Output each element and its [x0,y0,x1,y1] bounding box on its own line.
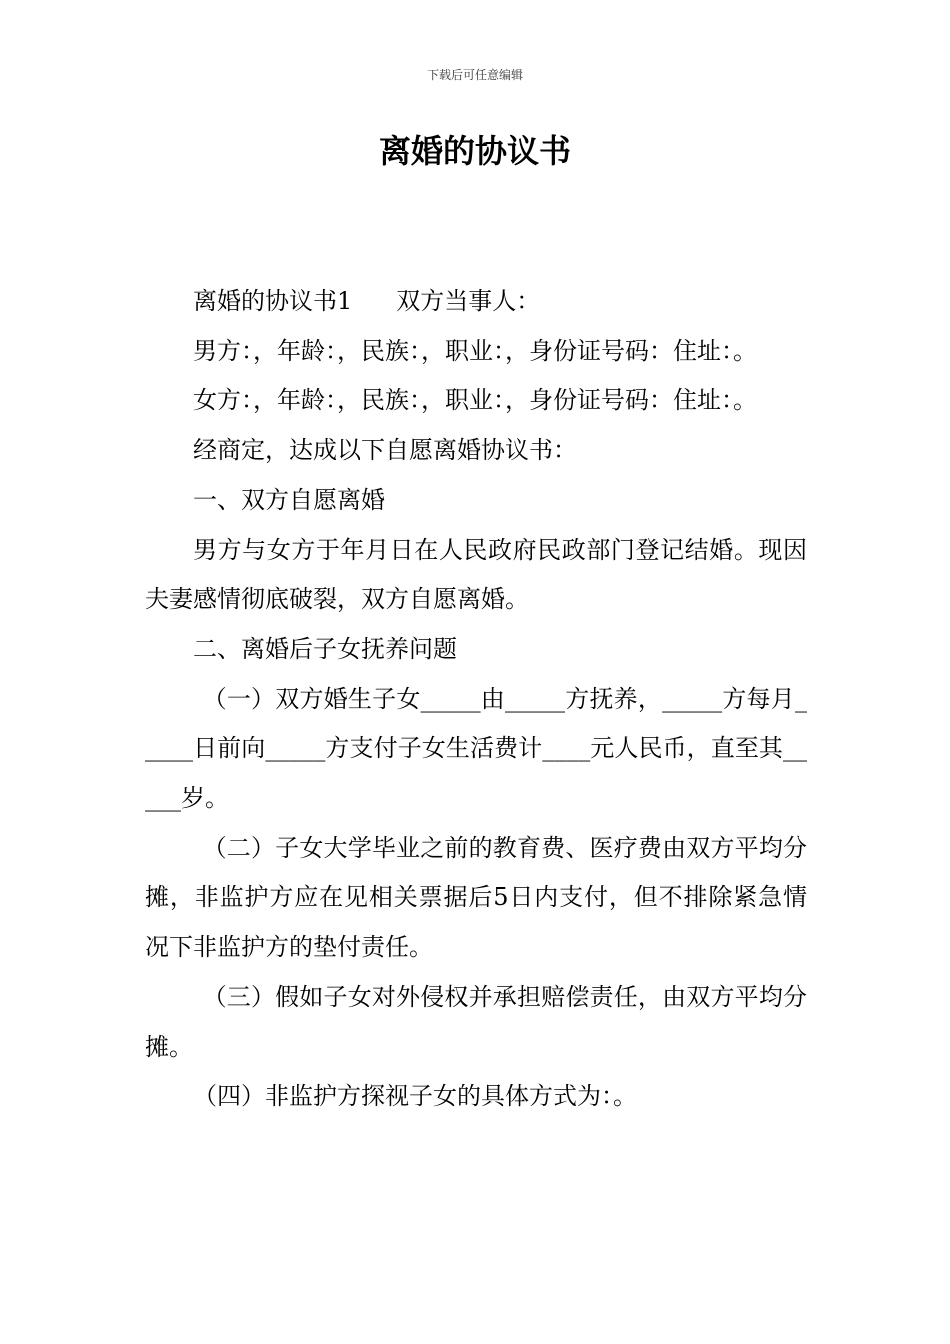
agreement-number: 离婚的协议书1 [193,287,353,315]
document-title: 离婚的协议书 [378,132,571,170]
section-heading-divorce: 一、双方自愿离婚 [193,485,385,514]
paragraph-agreement-intro: 经商定，达成以下自愿离婚协议书： [193,436,577,465]
clause-2-education-medical: （二）子女大学毕业之前的教育费、医疗费由双方平均分摊，非监护方应在见相关票据后5日内支付，但不排除紧急情况下非监护方的垫付责任。 [145,833,807,962]
clause-4-visitation: （四）非监护方探视子女的具体方式为：。 [193,1082,637,1111]
paragraph-marriage-registration: 男方与女方于年月日在人民政府民政部门登记结婚。现因夫妻感情彻底破裂，双方自愿离婚。 [145,535,807,614]
paragraph-female-party: 女方：，年龄：，民族：，职业：，身份证号码：住址：。 [193,386,757,415]
paragraph-male-party: 男方：，年龄：，民族：，职业：，身份证号码：住址：。 [193,336,757,365]
document-body [145,277,807,1122]
section-heading-child-custody: 二、离婚后子女抚养问题 [193,634,457,663]
parties-label: 双方当事人： [396,287,541,315]
clause-1-child-support: （一）双方婚生子女_____由_____方抚养，_____方每月_____日前向_____方支付子女生活费计____元人民币，直至其_____岁。 [145,684,807,813]
page-header-note: 下载后可任意编辑 [426,68,523,82]
heading-line [145,277,807,327]
clause-3-liability: （三）假如子女对外侵权并承担赔偿责任，由双方平均分摊。 [145,982,807,1061]
